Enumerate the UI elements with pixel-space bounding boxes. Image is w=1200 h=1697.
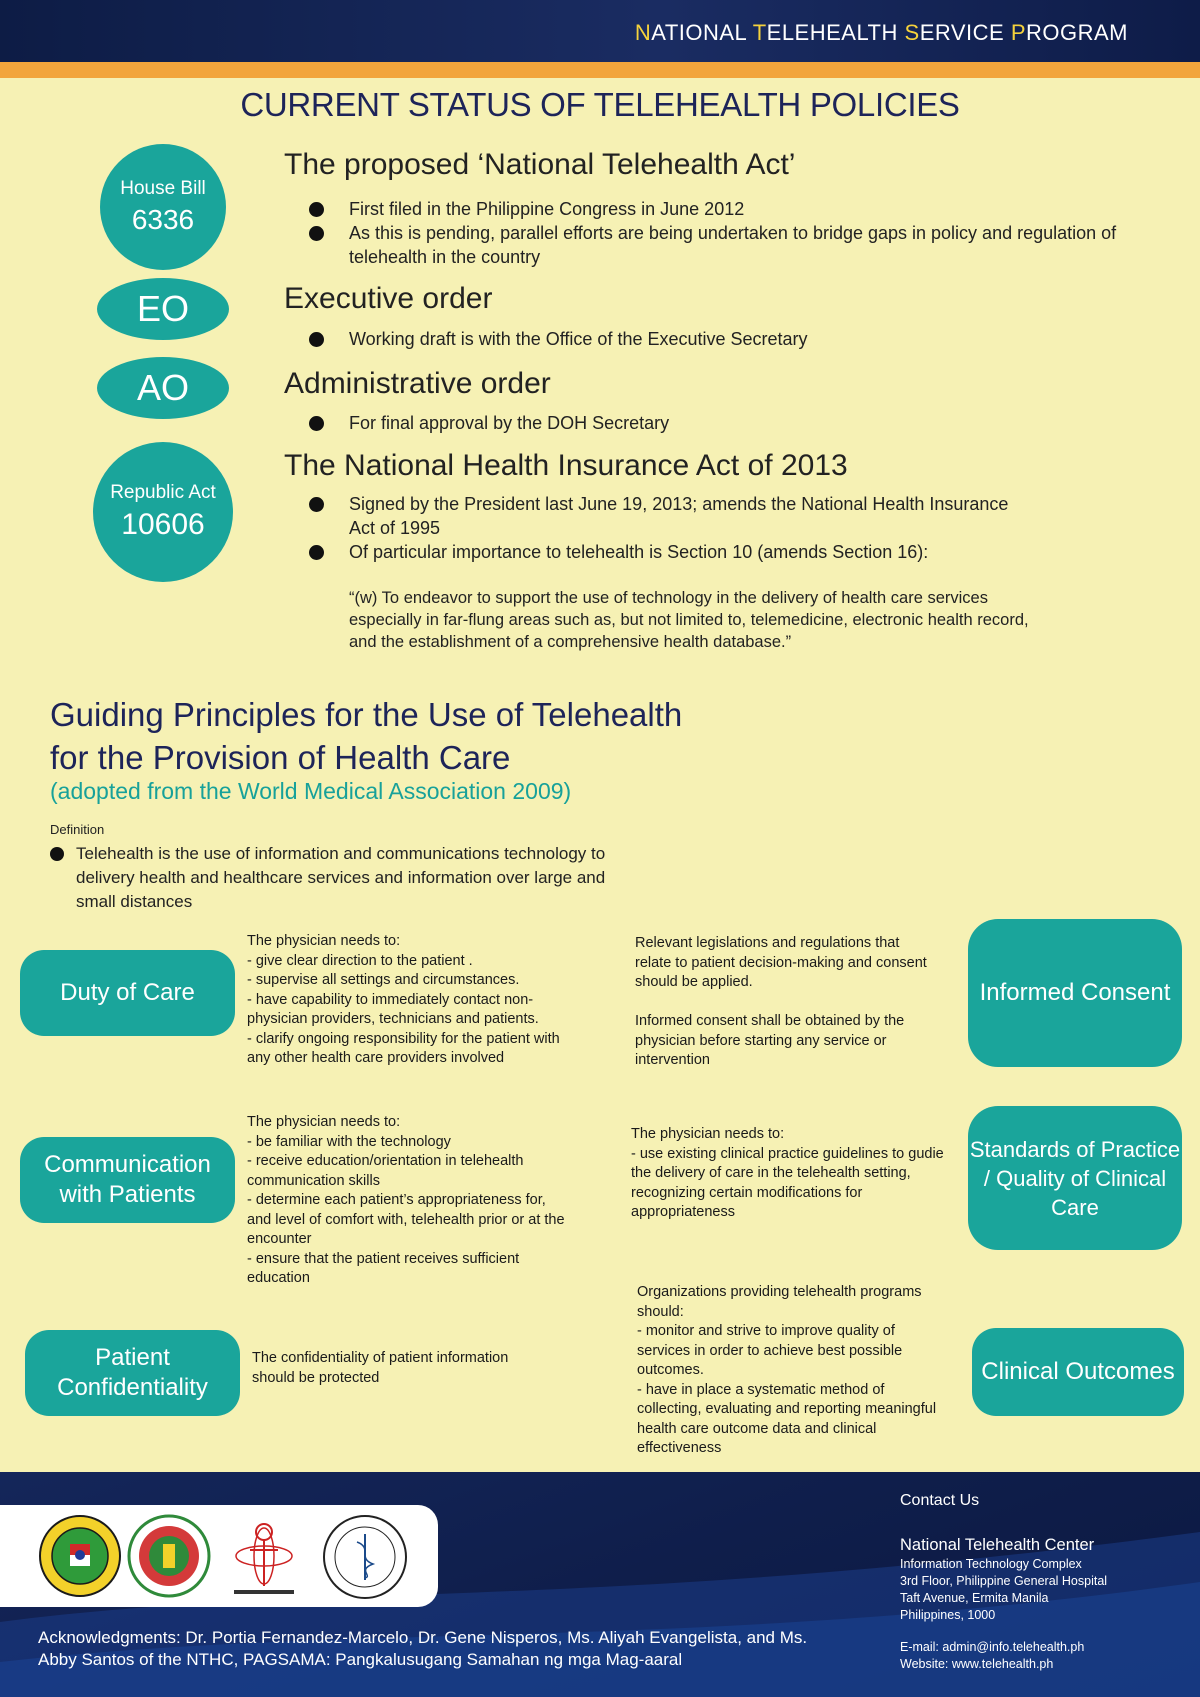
bullet-item: For final approval by the DOH Secretary	[306, 411, 1166, 435]
title-word: ERVICE	[919, 20, 1011, 45]
title-line: Guiding Principles for the Use of Telehealth	[50, 696, 683, 733]
guiding-principles-title	[50, 693, 682, 779]
guiding-principles-subtitle: (adopted from the World Medical Association 2009)	[50, 778, 572, 804]
contact-organization: National Telehealth Center	[900, 1536, 1095, 1554]
contact-address: Information Technology Complex 3rd Floor, Philippine General Hospital Taft Avenue, Ermita Manila Philippines, 1000	[900, 1557, 1108, 1622]
title-initial: P	[1010, 20, 1026, 45]
clinical-outcomes-text: Organizations providing telehealth programs should: - monitor and strive to improve quality of services in order to achieve best possible outcomes. - have in place a systematic method of collecting, evaluating and reporting meaningful health care outcome data and clinical effectiveness	[637, 1284, 937, 1456]
informed-consent-text: Relevant legislations and regulations that relate to patient decision-making and consent should be applied. Informed consent shall be obtained by the physician before starting any service or intervention	[635, 935, 927, 1068]
section-quote: “(w) To endeavor to support the use of technology in the delivery of health care services especially in far-flung areas such as, but not limited to, telemedicine, electronic health record, and the establishment of a comprehensive health database.”	[349, 589, 1029, 651]
standards-of-practice-text: The physician needs to: - use existing clinical practice guidelines to gudie the delivery of care in the telehealth setting, recognizing certain modifications for appropriateness	[631, 1126, 944, 1220]
clinical-outcomes-badge: Clinical Outcomes	[972, 1328, 1184, 1416]
title-initial: T	[752, 20, 767, 45]
program-title	[635, 20, 1128, 46]
contact-email[interactable]: E-mail: admin@info.telehealth.ph	[900, 1640, 1085, 1654]
informed-consent-badge: Informed Consent	[968, 919, 1182, 1067]
policy-heading: Executive order	[284, 282, 493, 315]
policy-heading: The National Health Insurance Act of 2013	[284, 449, 848, 482]
standards-of-practice-badge: Standards of Practice / Quality of Clinical Care	[968, 1106, 1182, 1250]
title-word: ELEHEALTH	[766, 20, 905, 45]
definition-label: Definition	[50, 822, 105, 837]
badge-caption: Republic Act	[110, 482, 216, 503]
nthc-seal-icon	[322, 1514, 408, 1600]
badge-caption: House Bill	[120, 178, 206, 199]
contact-heading: Contact Us	[900, 1492, 980, 1509]
ao-badge	[97, 357, 229, 419]
policy-bullets	[306, 492, 1026, 564]
bullet-item: Of particular importance to telehealth is Section 10 (amends Section 16):	[306, 540, 1026, 564]
communication-badge: Communication with Patients	[20, 1137, 235, 1223]
policy-heading: Administrative order	[284, 367, 551, 400]
policy-bullets	[306, 411, 1166, 435]
definition-list	[50, 842, 610, 914]
title-word: ATIONAL	[651, 20, 753, 45]
title-word: ROGRAM	[1026, 20, 1128, 45]
communication-text: The physician needs to: - be familiar with the technology - receive education/orientation in telehealth communication skills - determine each patient’s appropriateness for, and level of comfort with, telehealth prior or at the encounter - ensure that the patient receives sufficient education	[247, 1114, 565, 1286]
definition-text: Telehealth is the use of information and communications technology to delivery health and healthcare services and information over large and small distances	[50, 842, 610, 914]
header-accent-stripe	[0, 62, 1200, 78]
title-line: for the Provision of Health Care	[50, 739, 511, 776]
doh-seal-icon	[38, 1514, 122, 1598]
bullet-item: First filed in the Philippine Congress in June 2012	[306, 197, 1166, 221]
acknowledgments: Acknowledgments: Dr. Portia Fernandez-Marcelo, Dr. Gene Nisperos, Ms. Aliyah Evangelista, and Ms. Abby Santos of the NTHC, PAGSAMA: Pangkalusugang Samahan ng mga Mag-aaral	[38, 1628, 808, 1669]
title-initial: N	[634, 20, 652, 45]
republic-act-badge	[93, 442, 233, 582]
policy-bullets	[306, 197, 1166, 269]
badge-label: EO	[136, 288, 189, 329]
bullet-item: Working draft is with the Office of the Executive Secretary	[306, 327, 1166, 351]
policy-bullets	[306, 327, 1166, 351]
badge-number: 10606	[121, 508, 205, 541]
policy-heading: The proposed ‘National Telehealth Act’	[284, 148, 796, 181]
eo-badge	[97, 278, 229, 340]
up-manila-seal-icon	[127, 1514, 211, 1598]
bullet-item: As this is pending, parallel efforts are being undertaken to bridge gaps in policy and regulation of telehealth in the country	[306, 221, 1166, 269]
badge-number: 6336	[131, 204, 195, 235]
contact-website[interactable]: Website: www.telehealth.ph	[900, 1657, 1054, 1671]
duty-of-care-text: The physician needs to: - give clear direction to the patient . - supervise all settings and circumstances. - have capability to immediately contact non-physician providers, technicians and patients. - clarify ongoing responsibility for the patient with any other health care providers involved	[247, 933, 560, 1066]
page-title: CURRENT STATUS OF TELEHEALTH POLICIES	[240, 86, 960, 123]
house-bill-badge	[100, 144, 226, 270]
badge-label: AO	[136, 367, 189, 408]
patient-confidentiality-badge: Patient Confidentiality	[25, 1330, 240, 1416]
duty-of-care-badge: Duty of Care	[20, 950, 235, 1036]
bullet-item: Signed by the President last June 19, 2013; amends the National Health Insurance Act of 1995	[306, 492, 1026, 540]
nih-logo-icon	[226, 1514, 302, 1598]
title-initial: S	[904, 20, 920, 45]
patient-confidentiality-text: The confidentiality of patient information should be protected	[252, 1350, 509, 1386]
